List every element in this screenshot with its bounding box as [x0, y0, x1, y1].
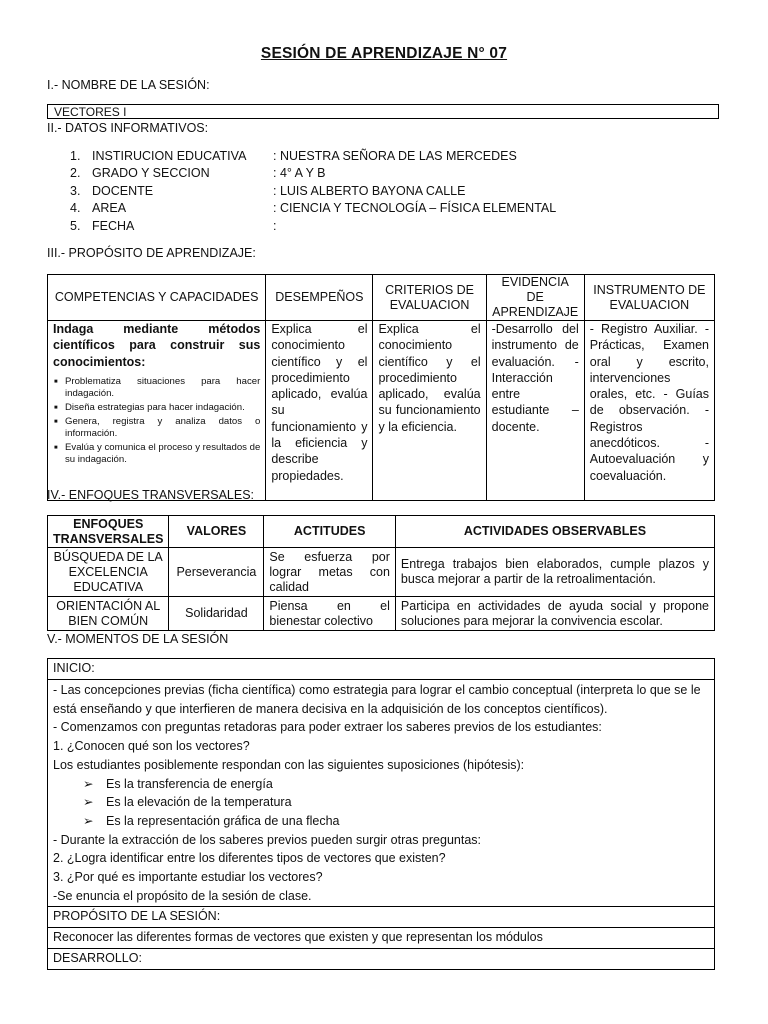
enfoque-cell: ORIENTACIÓN AL BIEN COMÚN [48, 597, 169, 631]
arrow-bullet-icon: ➢ [83, 795, 94, 810]
header-criterios: CRITERIOS DE EVALUACION [373, 275, 486, 321]
section-3-heading: III.- PROPÓSITO DE APRENDIZAJE: [47, 246, 256, 260]
header-valores: VALORES [169, 516, 264, 548]
paragraph: - Las concepciones previas (ficha científica) como estrategia para lograr el cambio conceptual (interpreta lo que se le está enseñando y que interfieren de manera decisiva en la adquisición de los conceptos científicos). [53, 683, 701, 716]
session-name-box: VECTORES I [47, 104, 719, 119]
criterios-cell: Explica el conocimiento científico y el procedimiento aplicado, evalúa su funcionamiento y la eficiencia. [373, 321, 486, 501]
purpose-table [47, 274, 715, 501]
list-item: ■ Diseña estrategias para hacer indagación. [65, 402, 260, 414]
section-2-heading: II.- DATOS INFORMATIVOS: [47, 121, 209, 135]
arrow-bullet-icon: ➢ [83, 813, 94, 828]
session-moments-table [47, 658, 715, 970]
proposito-label: PROPÓSITO DE LA SESIÓN: [48, 907, 715, 928]
list-item: ■ Evalúa y comunica el proceso y resultados de su indagación. [65, 442, 260, 466]
actitud-cell: Piensa en el bienestar colectivo [264, 597, 396, 631]
section-5-heading: V.- MOMENTOS DE LA SESIÓN [47, 632, 229, 646]
actividad-cell: Participa en actividades de ayuda social y propone soluciones para mejorar la convivencia escolar. [395, 597, 714, 631]
actitud-cell: Se esfuerza por lograr metas con calidad [264, 548, 396, 597]
list-item: ■ Problematiza situaciones para hacer indagación. [65, 376, 260, 400]
enfoque-cell: BÚSQUEDA DE LA EXCELENCIA EDUCATIVA [48, 548, 169, 597]
list-item: ➢ Es la representación gráfica de una flecha [53, 812, 709, 831]
paragraph: Los estudiantes posiblemente respondan con las siguientes suposiciones (hipótesis): [53, 757, 525, 772]
paragraph: - Durante la extracción de los saberes previos pueden surgir otras preguntas: [53, 832, 482, 847]
list-item: ■ Genera, registra y analiza datos o información. [65, 416, 260, 440]
competencia-text: Indaga mediante métodos científicos para construir sus conocimientos: [53, 322, 261, 369]
arrow-bullet-icon: ➢ [83, 776, 94, 791]
header-actitudes: ACTITUDES [264, 516, 396, 548]
inicio-label: INICIO: [48, 659, 715, 680]
paragraph: -Se enuncia el propósito de la sesión de clase. [53, 888, 312, 903]
transversal-table [47, 515, 715, 631]
valor-cell: Perseverancia [169, 548, 264, 597]
instrumento-cell: - Registro Auxiliar. - Prácticas, Examen oral y escrito, intervenciones orales, etc. - Guías de observación. - Registros anecdóticos. - Autoevaluación y coevaluación. [584, 321, 714, 501]
table-row [48, 548, 715, 597]
page-title: SESIÓN DE APRENDIZAJE N° 07 [260, 45, 508, 62]
header-competencias: COMPETENCIAS Y CAPACIDADES [48, 275, 266, 321]
desarrollo-label: DESARROLLO: [48, 949, 715, 970]
paragraph: - Comenzamos con preguntas retadoras para poder extraer los saberes previos de los estudiantes: [53, 720, 602, 735]
list-item: ➢ Es la elevación de la temperatura [53, 793, 709, 812]
paragraph: 1. ¿Conocen qué son los vectores? [53, 739, 250, 754]
evidencia-cell: -Desarrollo del instrumento de evaluación. -Interacción entre estudiante – docente. [486, 321, 584, 501]
header-actividades: ACTIVIDADES OBSERVABLES [395, 516, 714, 548]
list-item: ➢ Es la transferencia de energía [53, 775, 709, 794]
header-desempenos: DESEMPEÑOS [266, 275, 373, 321]
section-4-heading: IV.- ENFOQUES TRANSVERSALES: [47, 488, 255, 502]
paragraph: 2. ¿Logra identificar entre los diferentes tipos de vectores que existen? [53, 851, 446, 866]
header-enfoques: ENFOQUES TRANSVERSALES [48, 516, 169, 548]
capacidades-list [53, 376, 260, 466]
inicio-content [48, 680, 715, 907]
desempenos-cell: Explica el conocimiento científico y el procedimiento aplicado, evalúa su funcionamiento y la eficiencia y describe propiedades. [266, 321, 373, 501]
proposito-text: Reconocer las diferentes formas de vectores que existen y que representan los módulos [48, 928, 715, 949]
valor-cell: Solidaridad [169, 597, 264, 631]
header-instrumento: INSTRUMENTO DE EVALUACION [584, 275, 714, 321]
section-1-heading: I.- NOMBRE DE LA SESIÓN: [47, 78, 210, 92]
competencias-cell [48, 321, 266, 501]
header-evidencia: EVIDENCIA DE APRENDIZAJE [486, 275, 584, 321]
paragraph: 3. ¿Por qué es importante estudiar los vectores? [53, 870, 323, 885]
actividad-cell: Entrega trabajos bien elaborados, cumple plazos y busca mejorar a partir de la retroalimentación. [395, 548, 714, 597]
table-row [48, 597, 715, 631]
